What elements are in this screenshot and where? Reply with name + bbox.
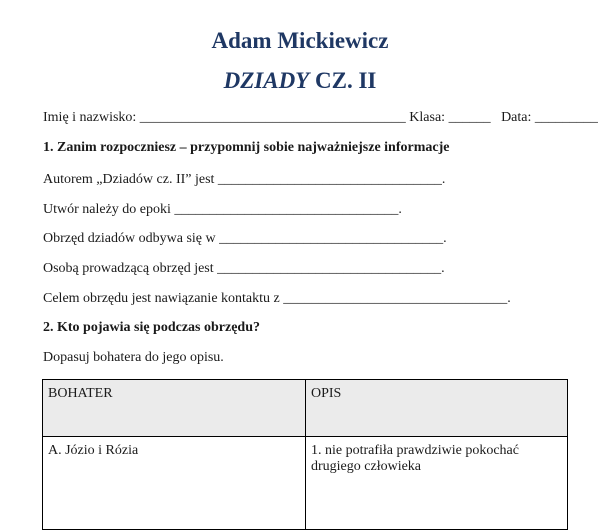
section2-instruction: Dopasuj bohatera do jego opisu. bbox=[43, 350, 224, 365]
section2-heading: 2. Kto pojawia się podczas obrzędu? bbox=[43, 320, 260, 335]
column-header-bohater: BOHATER bbox=[43, 380, 306, 437]
matching-table bbox=[42, 379, 568, 530]
fill-in-item-5: Celem obrzędu jest nawiązanie kontaktu z ________________________________. bbox=[43, 291, 511, 306]
title-rest: CZ. II bbox=[309, 68, 377, 93]
title-italic: DZIADY bbox=[223, 68, 310, 93]
section1-heading: 1. Zanim rozpoczniesz – przypomnij sobie najważniejsze informacje bbox=[43, 140, 450, 155]
author-heading: Adam Mickiewicz bbox=[211, 28, 389, 53]
student-info-line: Imię i nazwisko: ______________________________________ Klasa: ______ Data: _________ bbox=[43, 110, 598, 125]
table-row bbox=[43, 437, 568, 530]
column-header-opis: OPIS bbox=[306, 380, 568, 437]
fill-in-item-4: Osobą prowadzącą obrzęd jest ________________________________. bbox=[43, 261, 445, 276]
table-cell-opis: 1. nie potrafiła prawdziwie pokochać drugiego człowieka bbox=[306, 437, 568, 530]
table-header-row bbox=[43, 380, 568, 437]
fill-in-item-1: Autorem „Dziadów cz. II” jest ________________________________. bbox=[43, 172, 446, 187]
fill-in-item-3: Obrzęd dziadów odbywa się w ________________________________. bbox=[43, 231, 447, 246]
fill-in-item-2: Utwór należy do epoki ________________________________. bbox=[43, 202, 402, 217]
table-cell-bohater: A. Józio i Rózia bbox=[43, 437, 306, 530]
document-title bbox=[0, 68, 600, 94]
